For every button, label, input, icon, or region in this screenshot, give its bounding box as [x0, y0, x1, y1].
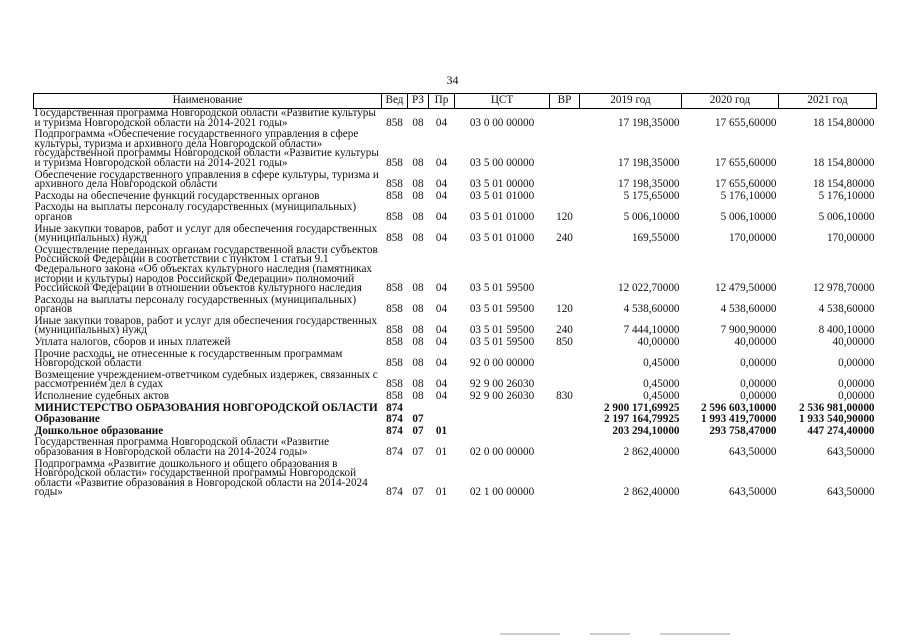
- cell-pr: 04: [435, 282, 448, 295]
- cell-vr: [550, 415, 580, 427]
- cell-cst: [455, 404, 550, 416]
- cell-2020: 7 900,90000: [720, 324, 777, 337]
- cell-ved: 874: [386, 446, 403, 458]
- cell-vr: [550, 350, 580, 371]
- cell-name: Иные закупки товаров, работ и услуг для обеспечения государственных (муниципальных) нужд: [34, 314, 378, 337]
- cell-pr: 04: [435, 189, 448, 202]
- cell-2019: 203 294,10000: [612, 424, 680, 437]
- cell-ved: 858: [386, 282, 403, 295]
- cell-2020: 170,00000: [728, 232, 777, 245]
- cell-pr: 04: [435, 357, 448, 370]
- cell-cst: [455, 415, 550, 427]
- cell-2021: 1 933 540,90000: [798, 413, 875, 426]
- cell-cst: 92 9 00 26030: [469, 390, 535, 403]
- cell-2020: 293 758,47000: [709, 424, 777, 437]
- cell-name: Обеспечение государственного управления в сфере культуры, туризма и архивного дела Новгородской области: [34, 168, 379, 191]
- cell-cst: 03 5 01 01000: [469, 210, 535, 223]
- cell-2020: 5 176,10000: [720, 189, 777, 202]
- cell-cst: 03 5 01 59500: [469, 303, 535, 316]
- cell-2019: 4 538,60000: [623, 303, 680, 316]
- cell-pr: 01: [435, 446, 448, 458]
- cell-rz: 08: [412, 178, 424, 191]
- budget-table: [33, 93, 877, 500]
- header-2021: 2021 год: [779, 94, 877, 109]
- header-name: Наименование: [34, 94, 382, 109]
- cell-ved: 874: [386, 401, 403, 414]
- page-number: 34: [446, 73, 459, 87]
- cell-cst: 03 0 00 00000: [469, 116, 535, 129]
- cell-cst: 03 5 01 59500: [469, 324, 535, 337]
- cell-2019: 17 198,35000: [617, 156, 680, 169]
- cell-2021: 12 978,70000: [812, 282, 875, 295]
- cell-vr: 240: [556, 324, 573, 337]
- cell-rz: 08: [412, 116, 424, 129]
- cell-ved: 858: [386, 336, 403, 349]
- header-vr: ВР: [550, 94, 580, 109]
- cell-rz: 07: [412, 446, 424, 458]
- cell-2021: 40,00000: [832, 336, 875, 349]
- cell-cst: 03 5 01 01000: [469, 189, 535, 202]
- cell-2021: 170,00000: [826, 232, 875, 245]
- cell-pr: [429, 404, 455, 416]
- cell-rz: 08: [412, 303, 424, 316]
- cell-2021: 643,50000: [826, 486, 875, 499]
- cell-2020: 0,00000: [740, 390, 777, 403]
- cell-name: Дошкольное образование: [34, 424, 164, 437]
- cell-ved: 874: [386, 486, 403, 499]
- cell-vr: [550, 109, 580, 131]
- cell-ved: 858: [386, 116, 403, 129]
- cell-rz: 08: [412, 378, 424, 391]
- scan-artifact: [590, 633, 630, 635]
- cell-pr: 04: [435, 156, 448, 169]
- cell-name: Исполнение судебных актов: [34, 390, 170, 403]
- cell-rz: 07: [412, 413, 424, 426]
- cell-2021: 8 400,10000: [818, 324, 875, 337]
- cell-2020: 17 655,60000: [714, 116, 777, 129]
- cell-rz: 07: [412, 486, 424, 499]
- cell-name: МИНИСТЕРСТВО ОБРАЗОВАНИЯ НОВГОРОДСКОЙ ОБЛАСТИ: [34, 401, 378, 414]
- table-row: [34, 317, 877, 338]
- cell-2021: 2 536 981,00000: [798, 401, 875, 414]
- cell-pr: 04: [435, 303, 448, 316]
- cell-name: Государственная программа Новгородской области «Развитие культуры и туризма Новгородской области на 2014-2021 годы»: [34, 107, 376, 129]
- cell-vr: [550, 171, 580, 192]
- cell-vr: [550, 438, 580, 459]
- cell-vr: [550, 246, 580, 296]
- cell-2021: 643,50000: [826, 446, 875, 458]
- cell-rz: 08: [412, 156, 424, 169]
- cell-cst: 92 0 00 00000: [469, 357, 535, 370]
- cell-2021: 0,00000: [838, 357, 875, 370]
- cell-ved: 858: [386, 232, 403, 245]
- cell-name: Подпрограмма «Обеспечение государственного управления в сфере культуры, туризма и архивного дела Новгородской области» государственной программы Новгородской области «Развитие культуры и туризма Новгородской области на 2014-2021 годы»: [34, 128, 379, 169]
- cell-pr: 04: [435, 210, 448, 223]
- cell-name: Государственная программа Новгородской области «Развитие образования в Новгородской области на 2014-2024 годы»: [34, 436, 330, 458]
- cell-2021: 447 274,40000: [807, 424, 875, 437]
- cell-2020: 17 655,60000: [714, 156, 777, 169]
- cell-pr: 04: [435, 324, 448, 337]
- cell-rz: 08: [412, 357, 424, 370]
- cell-2021: 18 154,80000: [812, 178, 875, 191]
- cell-2021: 4 538,60000: [818, 303, 875, 316]
- cell-2019: 2 197 164,79925: [603, 413, 680, 426]
- cell-2019: 7 444,10000: [623, 324, 680, 337]
- cell-2019: 2 862,40000: [623, 446, 680, 458]
- cell-2019: 12 022,70000: [617, 282, 680, 295]
- cell-pr: 04: [435, 232, 448, 245]
- cell-vr: 830: [556, 390, 573, 403]
- cell-2019: 17 198,35000: [617, 178, 680, 191]
- table-row: [34, 460, 877, 500]
- cell-ved: 858: [386, 390, 403, 403]
- cell-name: Осуществление переданных органам государственной власти субъектов Российской Федерации в соответствии с пунктом 1 статьи 9.1 Федерального закона «Об объектах культурного наследия (памятниках истории и культуры) народов Российской Федерации» полномочий Российской Федерации в отношении объектов культурного наследия: [34, 243, 378, 295]
- cell-ved: 858: [386, 210, 403, 223]
- cell-cst: 03 5 01 59500: [469, 336, 535, 349]
- cell-2020: 12 479,50000: [714, 282, 777, 295]
- table-row: [34, 225, 877, 246]
- cell-pr: 04: [435, 116, 448, 129]
- cell-vr: [550, 130, 580, 170]
- table-row: [34, 130, 877, 170]
- cell-rz: 08: [412, 282, 424, 295]
- cell-pr: 04: [435, 390, 448, 403]
- cell-pr: 04: [435, 178, 448, 191]
- cell-rz: 08: [412, 189, 424, 202]
- table-row: [34, 171, 877, 192]
- cell-2020: 2 596 603,10000: [700, 401, 777, 414]
- cell-name: Расходы на выплаты персоналу государственных (муниципальных) органов: [34, 201, 357, 223]
- cell-ved: 874: [386, 424, 403, 437]
- cell-pr: 01: [435, 486, 448, 499]
- cell-name: Прочие расходы, не отнесенные к государственным программам Новгородской области: [34, 347, 343, 370]
- table-row: [34, 438, 877, 459]
- cell-2021: 0,00000: [838, 390, 875, 403]
- table-row: [34, 350, 877, 371]
- cell-2021: 5 176,10000: [818, 189, 875, 202]
- header-2020: 2020 год: [682, 94, 779, 109]
- cell-rz: 08: [412, 232, 424, 245]
- cell-pr: 04: [435, 378, 448, 391]
- cell-2021: 5 006,10000: [818, 210, 875, 223]
- cell-2020: 643,50000: [728, 446, 777, 458]
- cell-cst: 03 5 01 00000: [469, 178, 535, 191]
- cell-2021: 18 154,80000: [812, 116, 875, 129]
- cell-2021: 18 154,80000: [812, 156, 875, 169]
- scan-artifact: [660, 633, 730, 635]
- cell-vr: 240: [556, 232, 573, 245]
- cell-2020: 0,00000: [740, 357, 777, 370]
- cell-vr: 120: [556, 210, 573, 223]
- cell-name: Расходы на обеспечение функций государственных органов: [34, 189, 320, 202]
- cell-2019: 169,55000: [631, 232, 680, 245]
- cell-cst: 02 1 00 00000: [469, 486, 535, 499]
- cell-rz: 07: [412, 424, 424, 437]
- table-body: [34, 109, 877, 500]
- cell-2020: 5 006,10000: [720, 210, 777, 223]
- cell-2019: 2 862,40000: [623, 486, 680, 499]
- cell-cst: 03 5 01 01000: [469, 232, 535, 245]
- cell-name: Расходы на выплаты персоналу государственных (муниципальных) органов: [34, 293, 357, 316]
- cell-cst: 03 5 01 59500: [469, 282, 535, 295]
- cell-vr: [550, 460, 580, 500]
- cell-ved: 858: [386, 357, 403, 370]
- header-pr: Пр: [429, 94, 455, 109]
- header-2019: 2019 год: [580, 94, 682, 109]
- cell-cst: 92 9 00 26030: [469, 378, 535, 391]
- cell-2020: 40,00000: [734, 336, 777, 349]
- cell-2019: 2 900 171,69925: [603, 401, 680, 414]
- table-row: [34, 296, 877, 317]
- cell-2019: 0,45000: [643, 357, 680, 370]
- cell-pr: 04: [435, 336, 448, 349]
- table-row: [34, 371, 877, 392]
- cell-2019: 40,00000: [637, 336, 680, 349]
- cell-2021: 0,00000: [838, 378, 875, 391]
- cell-vr: [550, 427, 580, 439]
- header-rz: РЗ: [408, 94, 429, 109]
- cell-ved: 858: [386, 378, 403, 391]
- cell-2019: 5 006,10000: [623, 210, 680, 223]
- cell-vr: 120: [556, 303, 573, 316]
- cell-2020: 17 655,60000: [714, 178, 777, 191]
- cell-rz: 08: [412, 336, 424, 349]
- cell-vr: [550, 192, 580, 204]
- cell-rz: 08: [412, 210, 424, 223]
- cell-name: Иные закупки товаров, работ и услуг для обеспечения государственных (муниципальных) нужд: [34, 222, 378, 245]
- cell-2019: 17 198,35000: [617, 116, 680, 129]
- header-cst: ЦСТ: [455, 94, 550, 109]
- cell-vr: [550, 404, 580, 416]
- header-ved: Вед: [382, 94, 408, 109]
- cell-rz: 08: [412, 324, 424, 337]
- cell-rz: 08: [412, 390, 424, 403]
- cell-cst: 02 0 00 00000: [469, 446, 535, 458]
- cell-cst: 03 5 00 00000: [469, 156, 535, 169]
- cell-2020: 643,50000: [728, 486, 777, 499]
- cell-cst: [455, 427, 550, 439]
- cell-2019: 0,45000: [643, 390, 680, 403]
- scan-artifact: [500, 633, 560, 635]
- cell-pr: 01: [435, 424, 448, 437]
- cell-ved: 858: [386, 178, 403, 191]
- cell-vr: 850: [556, 336, 573, 349]
- cell-ved: 858: [386, 156, 403, 169]
- cell-name: Возмещение учреждением-ответчиком судебных издержек, связанных с рассмотрением дел в судах: [34, 368, 378, 391]
- table-row: [34, 246, 877, 296]
- cell-2020: 0,00000: [740, 378, 777, 391]
- cell-ved: 874: [386, 413, 403, 426]
- cell-ved: 858: [386, 324, 403, 337]
- cell-ved: 858: [386, 303, 403, 316]
- table-row: [34, 109, 877, 131]
- table-row: [34, 203, 877, 224]
- cell-vr: [550, 371, 580, 392]
- cell-name: Уплата налогов, сборов и иных платежей: [34, 336, 231, 349]
- cell-2019: 5 175,65000: [623, 189, 680, 202]
- cell-name: Образование: [34, 413, 100, 426]
- cell-2019: 0,45000: [643, 378, 680, 391]
- cell-ved: 858: [386, 189, 403, 202]
- cell-name: Подпрограмма «Развитие дошкольного и общего образования в Новгородской области» государственной программы Новгородской области «Развитие образования в Новгородской области на 2014-2024 годы»: [34, 457, 368, 499]
- cell-2020: 4 538,60000: [720, 303, 777, 316]
- cell-2020: 1 993 419,70000: [700, 413, 777, 426]
